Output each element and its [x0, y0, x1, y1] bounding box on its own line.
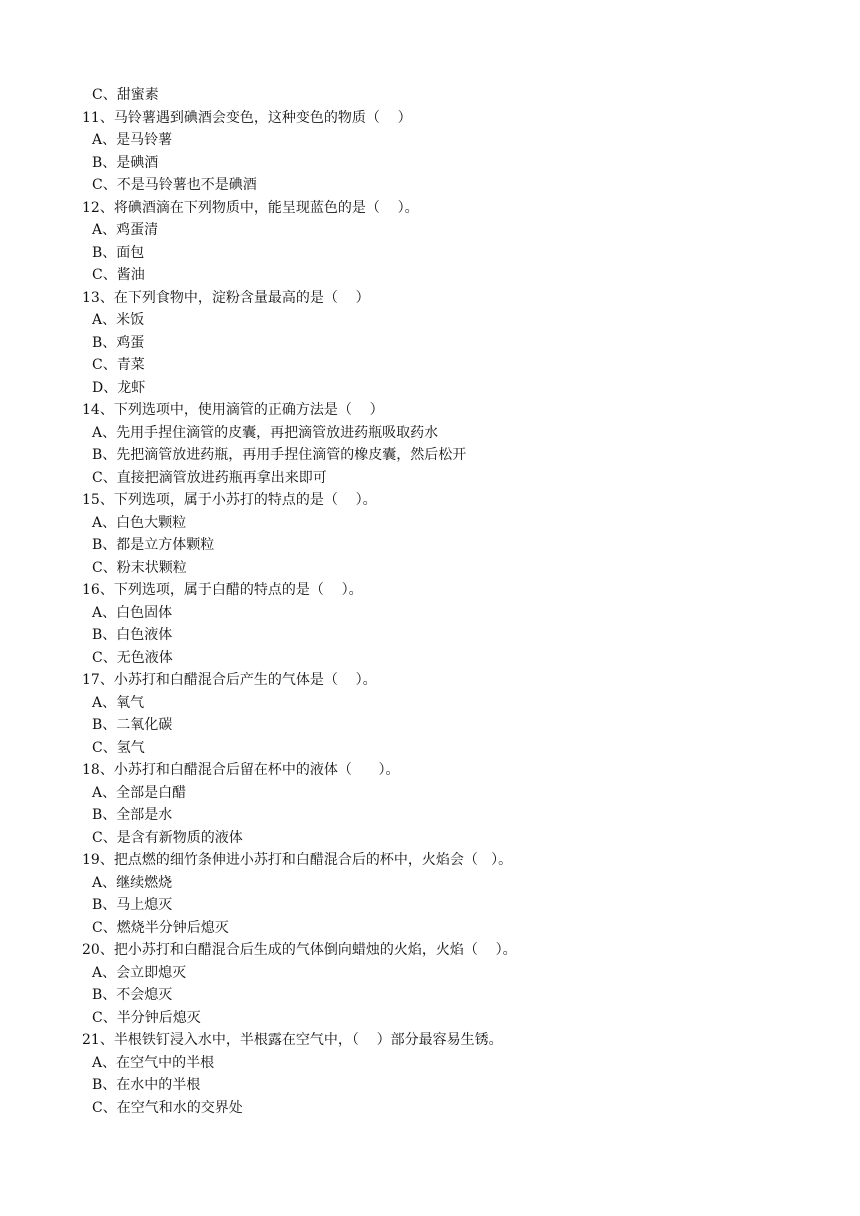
answer-option: C、粉末状颗粒	[92, 559, 187, 576]
answer-option: B、鸡蛋	[92, 334, 145, 351]
answer-option: A、米饭	[92, 312, 145, 328]
answer-option: A、是马铃薯	[92, 132, 173, 148]
answer-option: A、在空气中的半根	[92, 1054, 215, 1071]
question-text: 12、将碘酒滴在下列物质中，能呈现蓝色的是（ ）。	[82, 199, 419, 216]
answer-option: C、青菜	[92, 357, 145, 373]
answer-option: B、先把滴管放进药瓶，再用手捏住滴管的橡皮囊，然后松开	[92, 447, 467, 463]
answer-option: B、全部是水	[92, 807, 173, 823]
answer-option: A、继续燃烧	[92, 874, 173, 891]
answer-option: C、酱油	[92, 267, 145, 283]
answer-option: A、氧气	[92, 694, 145, 711]
answer-option: A、白色大颗粒	[92, 514, 187, 531]
answer-option: B、白色液体	[92, 627, 173, 643]
answer-option: C、直接把滴管放进药瓶再拿出来即可	[92, 469, 327, 486]
question-text: 21、半根铁钉浸入水中，半根露在空气中，（ ）部分最容易生锈。	[82, 1032, 503, 1048]
answer-option: C、在空气和水的交界处	[92, 1099, 243, 1116]
answer-option: C、无色液体	[92, 649, 173, 666]
document-page	[0, 84, 860, 1119]
answer-option: B、都是立方体颗粒	[92, 537, 215, 553]
answer-option: C、甜蜜素	[92, 87, 159, 103]
answer-option: C、不是马铃薯也不是碘酒	[92, 177, 257, 193]
question-text: 17、小苏打和白醋混合后产生的气体是（ ）。	[82, 672, 377, 688]
answer-option: A、先用手捏住滴管的皮囊，再把滴管放进药瓶吸取药水	[92, 424, 439, 441]
answer-option: C、是含有新物质的液体	[92, 829, 243, 846]
question-text: 14、下列选项中，使用滴管的正确方法是（ ）	[82, 402, 384, 418]
answer-option: C、氢气	[92, 739, 145, 756]
answer-option: B、马上熄灭	[92, 897, 173, 913]
question-text: 20、把小苏打和白醋混合后生成的气体倒向蜡烛的火焰，火焰（ ）。	[82, 942, 517, 958]
question-text: 18、小苏打和白醋混合后留在杯中的液体（ ）。	[82, 762, 400, 778]
answer-option: C、半分钟后熄灭	[92, 1009, 201, 1026]
question-text: 15、下列选项，属于小苏打的特点的是（ ）。	[82, 492, 377, 508]
answer-option: B、在水中的半根	[92, 1077, 201, 1093]
answer-option: C、燃烧半分钟后熄灭	[92, 919, 229, 936]
answer-option: B、是碘酒	[92, 154, 159, 171]
question-text: 19、把点燃的细竹条伸进小苏打和白醋混合后的杯中，火焰会（ ）。	[82, 852, 513, 868]
answer-option: B、二氧化碳	[92, 717, 173, 733]
answer-option: D、龙虾	[92, 379, 146, 396]
answer-option: B、面包	[92, 244, 145, 261]
answer-option: A、全部是白醋	[92, 784, 187, 801]
answer-option: A、鸡蛋清	[92, 222, 159, 238]
answer-option: A、白色固体	[92, 604, 173, 621]
answer-option: A、会立即熄灭	[92, 964, 187, 981]
question-text: 11、马铃薯遇到碘酒会变色，这种变色的物质（ ）	[82, 109, 412, 126]
question-text: 13、在下列食物中，淀粉含量最高的是（ ）	[82, 289, 370, 306]
question-text: 16、下列选项，属于白醋的特点的是（ ）。	[82, 582, 363, 598]
answer-option: B、不会熄灭	[92, 987, 173, 1003]
